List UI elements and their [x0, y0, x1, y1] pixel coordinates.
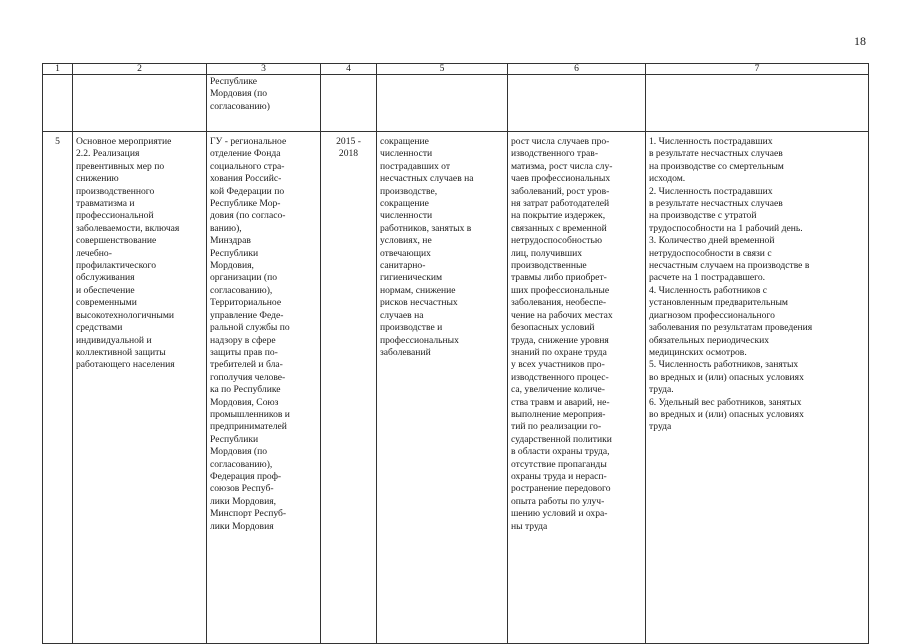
text-line: сокращение [380, 136, 429, 147]
text-line: Республике Мор- [210, 198, 281, 210]
text-line: лечебно- [76, 247, 112, 259]
text-line: заболевания по результатам проведения [649, 322, 813, 334]
text-line: гополучия челове- [210, 371, 286, 383]
text-line: травматизма и [76, 198, 135, 210]
text-line: отделение Фонда [210, 148, 281, 160]
text-line: расчете на 1 пострадавшего. [649, 272, 766, 284]
text-line: производстве и [380, 322, 443, 334]
text-line: надзору в сфере [210, 334, 276, 346]
header-col-3: 3 [207, 64, 321, 75]
text-line: лиц, получивших [511, 247, 583, 259]
text-line: заболеваний, рост уров- [511, 185, 610, 197]
text-line: труда [649, 421, 672, 433]
text-line: превентивных мер по [76, 160, 165, 172]
text-line: отвечающих [380, 247, 431, 259]
text-line: средствами [76, 322, 123, 334]
text-line: заболевания, необеспе- [511, 297, 607, 309]
text-line: на производстве со смертельным [649, 160, 784, 172]
text-line: управление Феде- [210, 309, 284, 321]
row-number: 5 [43, 132, 73, 644]
text-line: тий по реализации го- [511, 421, 602, 433]
text-line: Основное мероприятие [76, 136, 172, 147]
text-line: гигиеническим [380, 272, 443, 284]
text-line: нетрудоспособности в связи с [649, 247, 772, 259]
text-line: Мордовия, Союз [210, 396, 279, 408]
text-line: охраны труда и нерасп- [511, 470, 607, 482]
text-line: социального стра- [210, 160, 285, 172]
executors-cell [207, 132, 321, 644]
text-line: матизма, рост числа слу- [511, 160, 613, 172]
text-line: ространение передового [511, 483, 611, 495]
text-line: кой Федерации по [210, 185, 285, 197]
text-line: высокотехнологичными [76, 309, 175, 321]
text-line: Мордовия (по [210, 88, 268, 100]
text-line: в области охраны труда, [511, 446, 610, 458]
text-line: исходом. [649, 173, 686, 185]
text-line: снижению [76, 173, 119, 185]
cont-cell-5 [377, 75, 508, 132]
continuation-row [43, 75, 869, 132]
consequences-cell [508, 132, 646, 644]
text-line: 6. Удельный вес работников, занятых [649, 396, 802, 408]
text-line: 5. Численность работников, занятых [649, 359, 799, 371]
text-line: сударственной политики [511, 433, 612, 445]
text-line: работников, занятых в [380, 222, 472, 234]
text-line: сокращение [380, 198, 429, 210]
text-line: заболеваний [380, 346, 431, 358]
text-line: ства травм и аварий, не- [511, 396, 610, 408]
text-line: Мордовия, [210, 260, 254, 272]
header-row [43, 64, 869, 75]
text-line: случаев на [380, 309, 424, 321]
text-line: выполнение мероприя- [511, 408, 606, 420]
text-line: 4. Численность работников с [649, 284, 768, 296]
text-line: ня затрат работодателей [511, 198, 610, 210]
header-col-2: 2 [73, 64, 207, 75]
cont-cell-4 [321, 75, 377, 132]
header-col-6: 6 [508, 64, 646, 75]
text-line: ка по Республике [210, 384, 281, 396]
text-line: диагнозом профессионального [649, 309, 775, 321]
measure-name-cell [73, 132, 207, 644]
text-line: производственные [511, 260, 587, 272]
text-line: численности [380, 210, 433, 222]
text-line: 3. Количество дней временной [649, 235, 775, 247]
text-line: Территориальное [210, 297, 282, 309]
text-line: на покрытие издержек, [511, 210, 606, 222]
text-line: знаний по охране труда [511, 346, 607, 358]
text-line: профессиональных [380, 334, 459, 346]
text-line: санитарно- [380, 260, 426, 272]
text-line: ванию), [210, 222, 242, 234]
text-line: безопасных условий [511, 322, 595, 334]
cont-cell-6 [508, 75, 646, 132]
text-line: совершенствование [76, 235, 157, 247]
text-line: 2.2. Реализация [76, 148, 140, 160]
text-line: лики Мордовия [210, 520, 274, 532]
text-line: заболеваемости, включая [76, 222, 180, 234]
header-col-1: 1 [43, 64, 73, 75]
text-line: связанных с временной [511, 222, 607, 234]
text-line: труда, снижение уровня [511, 334, 609, 346]
text-line: лики Мордовия, [210, 495, 277, 507]
text-line: Республики [210, 433, 259, 445]
table-row [43, 132, 869, 644]
text-line: Республике [210, 76, 258, 87]
text-line: согласованию) [210, 100, 270, 112]
text-line: согласованию), [210, 284, 273, 296]
text-line: и обеспечение [76, 284, 135, 296]
text-line: в результате несчастных случаев [649, 198, 783, 210]
header-col-4: 4 [321, 64, 377, 75]
text-line: во вредных и (или) опасных условиях [649, 371, 804, 383]
text-line: 2015 - [336, 136, 361, 147]
text-line: са, увеличение количе- [511, 384, 605, 396]
text-line: ны труда [511, 520, 548, 532]
text-line: нормам, снижение [380, 284, 456, 296]
text-line: Мордовия (по [210, 446, 268, 458]
text-line: чение на рабочих местах [511, 309, 613, 321]
text-line: 1. Численность пострадавших [649, 136, 773, 147]
text-line: довия (по согласо- [210, 210, 286, 222]
text-line: организации (по [210, 272, 278, 284]
text-line: Федерация проф- [210, 470, 282, 482]
text-line: ших профессиональные [511, 284, 610, 296]
cont-executors-cell [207, 75, 321, 132]
text-line: обслуживания [76, 272, 135, 284]
text-line: изводственного трав- [511, 148, 599, 160]
text-line: промышленников и [210, 408, 290, 420]
text-line: ГУ - региональное [210, 136, 287, 147]
text-line: производстве, [380, 185, 438, 197]
text-line: Минздрав [210, 235, 251, 247]
text-line: рост числа случаев про- [511, 136, 610, 147]
text-line: хования Российс- [210, 173, 282, 185]
text-line: на производстве с утратой [649, 210, 757, 222]
text-line: травмы либо приобрет- [511, 272, 607, 284]
cont-cell-7 [646, 75, 869, 132]
text-line: коллективной защиты [76, 346, 166, 358]
cont-cell-1 [43, 75, 73, 132]
text-line: чаев профессиональных [511, 173, 611, 185]
text-line: пострадавших от [380, 160, 451, 172]
text-line: 2018 [338, 148, 359, 160]
text-line: 2. Численность пострадавших [649, 185, 773, 197]
text-line: рисков несчастных [380, 297, 458, 309]
text-line: трудоспособности на 1 рабочий день. [649, 222, 803, 234]
text-line: производственного [76, 185, 155, 197]
text-line: предпринимателей [210, 421, 287, 433]
text-line: защиты прав по- [210, 346, 278, 358]
text-line: работающего населения [76, 359, 175, 371]
text-line: современными [76, 297, 137, 309]
text-line: Республики [210, 247, 259, 259]
text-line: во вредных и (или) опасных условиях [649, 408, 804, 420]
text-line: условиях, не [380, 235, 432, 247]
header-col-5: 5 [377, 64, 508, 75]
page-number: 18 [854, 34, 866, 48]
expected-result-cell [377, 132, 508, 644]
text-line: нетрудоспособностью [511, 235, 603, 247]
text-line: обязательных периодических [649, 334, 770, 346]
text-line: изводственного процес- [511, 371, 609, 383]
text-line: ральной службы по [210, 322, 290, 334]
header-col-7: 7 [646, 64, 869, 75]
text-line: согласованию), [210, 458, 273, 470]
text-line: профилактического [76, 260, 157, 272]
period-cell [321, 132, 377, 644]
text-line: несчастных случаев на [380, 173, 474, 185]
text-line: профессиональной [76, 210, 154, 222]
text-line: требителей и бла- [210, 359, 283, 371]
text-line: опыта работы по улуч- [511, 495, 605, 507]
text-line: численности [380, 148, 433, 160]
text-line: индивидуальной и [76, 334, 152, 346]
text-line: в результате несчастных случаев [649, 148, 783, 160]
text-line: у всех участников про- [511, 359, 605, 371]
text-line: установленным предварительным [649, 297, 788, 309]
text-line: отсутствие пропаганды [511, 458, 607, 470]
text-line: несчастным случаем на производстве в [649, 260, 810, 272]
text-line: Минспорт Респуб- [210, 508, 287, 520]
text-line: труда. [649, 384, 674, 396]
text-line: медицинских осмотров. [649, 346, 747, 358]
cont-cell-2 [73, 75, 207, 132]
program-table [42, 63, 869, 644]
text-line: союзов Респуб- [210, 483, 274, 495]
indicators-cell [646, 132, 869, 644]
text-line: шению условий и охра- [511, 508, 608, 520]
